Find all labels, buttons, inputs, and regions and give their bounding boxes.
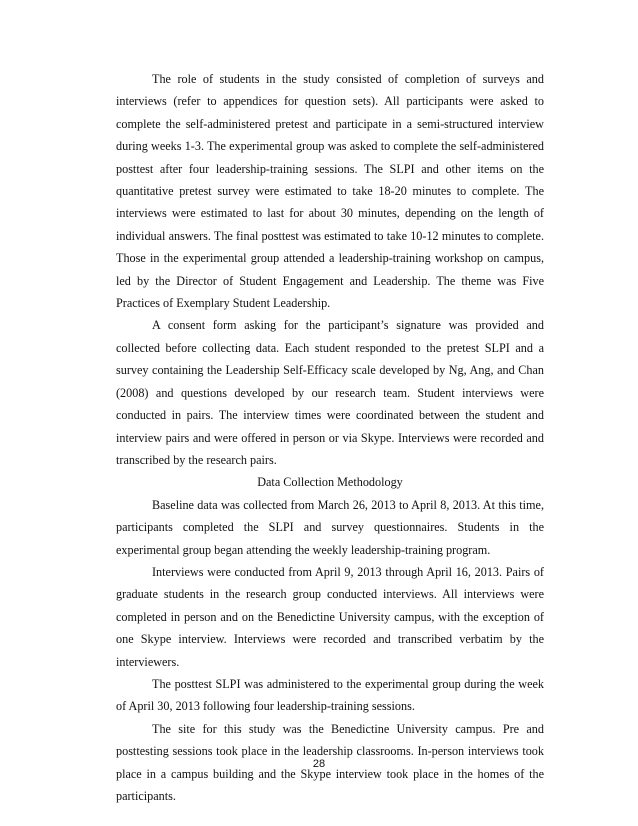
paragraph-study-role: The role of students in the study consisted of completion of surveys and interviews (refer to appendices for question sets). All participants were asked to complete the self-administered pretest and participate in a semi-structured interview during weeks 1-3. The experimental group was asked to complete the self-administered posttest after four leadership-training sessions. The SLPI and other items on the quantitative pretest survey were estimated to take 18-20 minutes to complete. The interviews were estimated to last for about 30 minutes, depending on the length of individual answers. The final posttest was estimated to take 10-12 minutes to complete. Those in the experimental group attended a leadership-training workshop on campus, led by the Director of Student Engagement and Leadership. The theme was Five Practices of Exemplary Student Leadership. [116,72,544,311]
paragraph-consent-form: A consent form asking for the participant’s signature was provided and collected before collecting data. Each student responded to the pretest SLPI and a survey containing the Leadership Self-Efficacy scale developed by Ng, Ang, and Chan (2008) and questions developed by our research team. Student interviews were conducted in pairs. The interview times were coordinated between the student and interview pairs and were offered in person or via Skype. Interviews were recorded and transcribed by the research pairs. [116,318,544,467]
section-heading: Data Collection Methodology [257,475,403,490]
document-page [116,68,544,807]
page-number: 28 [312,758,326,770]
paragraph-study-site: The site for this study was the Benedictine University campus. Pre and posttesting sessions took place in the leadership classrooms. In-person interviews took place in a campus building and the Skype interview took place in the homes of the participants. [116,721,544,803]
paragraph-baseline-data: Baseline data was collected from March 26, 2013 to April 8, 2013. At this time, participants completed the SLPI and survey questionnaires. Students in the experimental group began attending the weekly leadership-training program. [116,497,544,557]
paragraph-interviews: Interviews were conducted from April 9, 2013 through April 16, 2013. Pairs of graduate students in the research group conducted interviews. All interviews were completed in person and on the Benedictine University campus, with the exception of one Skype interview. Interviews were recorded and transcribed verbatim by the interviewers. [116,564,544,669]
paragraph-posttest: The posttest SLPI was administered to the experimental group during the week of April 30, 2013 following four leadership-training sessions. [116,676,544,714]
